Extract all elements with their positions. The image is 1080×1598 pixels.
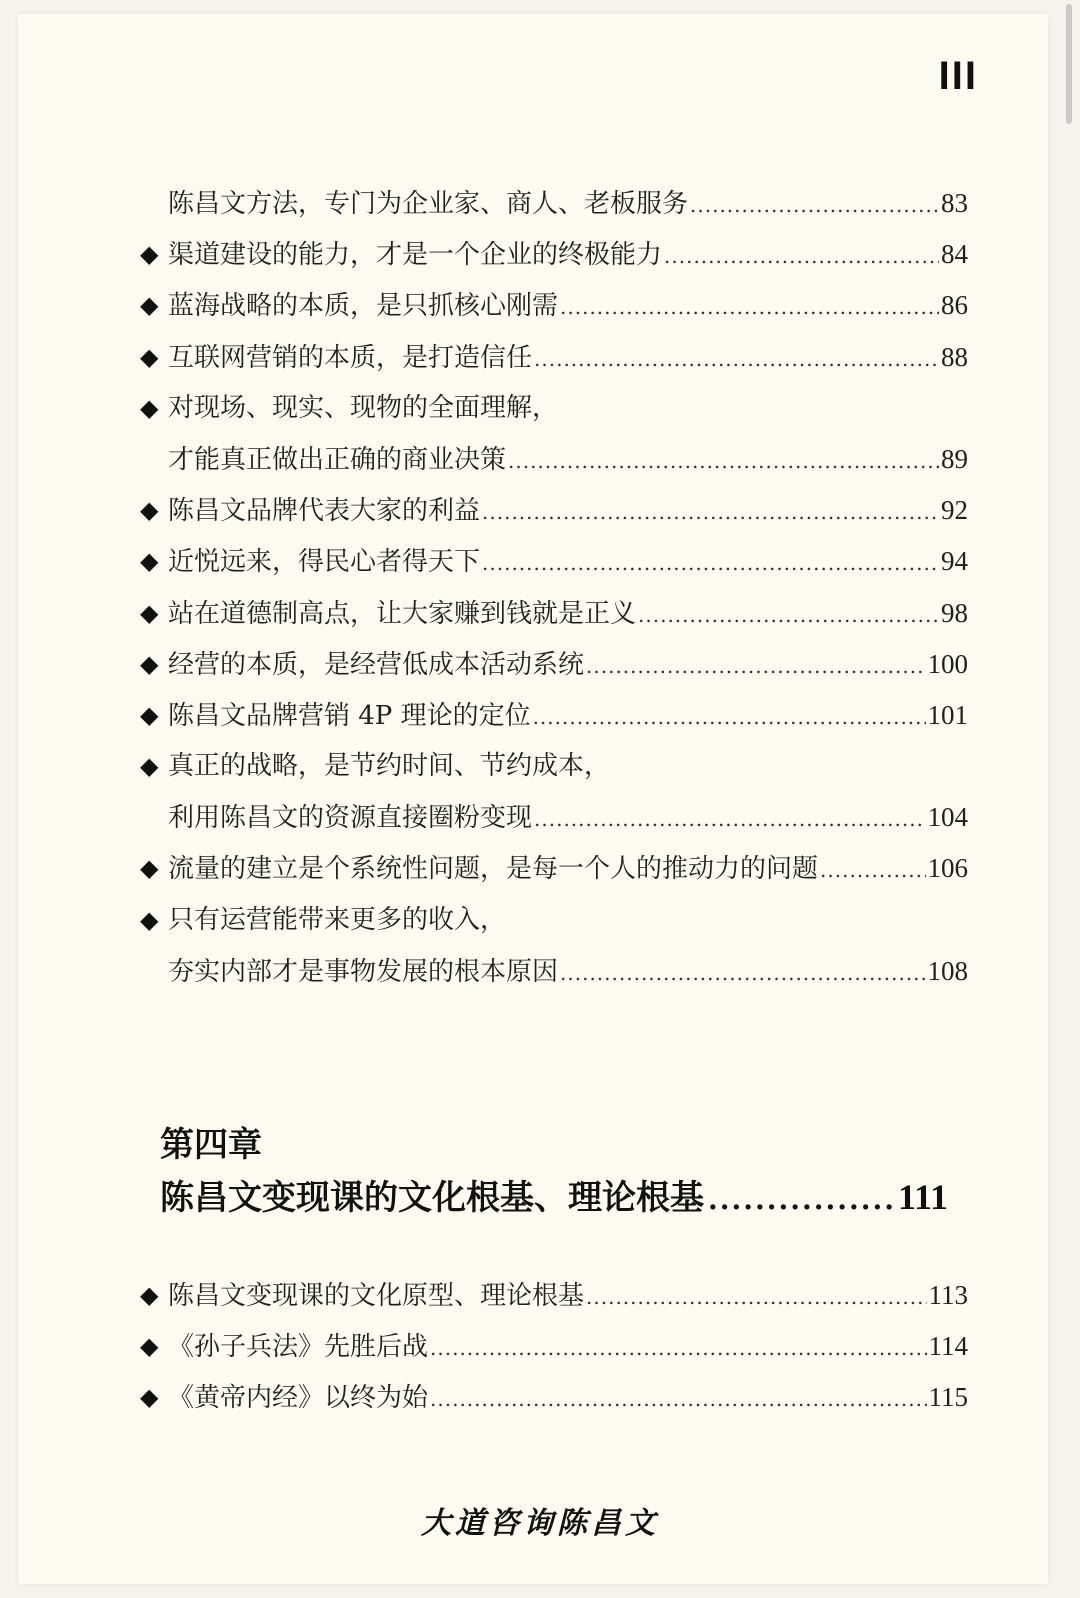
toc-entry-title: 渠道建设的能力，才是一个企业的终极能力	[168, 240, 663, 271]
toc-entry[interactable]	[140, 536, 968, 587]
toc-entry-title: 陈昌文变现课的文化原型、理论根基	[168, 1281, 585, 1311]
toc-entry-page-number: 113	[928, 1280, 968, 1310]
toc-entry-title: 陈昌文品牌营销 4P 理论的定位	[168, 700, 531, 731]
toc-entry-row	[168, 536, 968, 589]
toc-entry[interactable]	[140, 792, 968, 843]
toc-entry[interactable]	[140, 280, 968, 331]
toc-entry-title: 才能真正做出正确的商业决策	[168, 444, 507, 475]
toc-entry-title: 陈昌文品牌代表大家的利益	[168, 496, 481, 527]
toc-entry-title: 《黄帝内经》以终为始	[168, 1383, 429, 1414]
toc-entry-row	[168, 280, 968, 333]
toc-entry[interactable]	[140, 383, 968, 434]
toc-entry[interactable]	[140, 843, 968, 894]
toc-entry-title: 只有运营能带来更多的收入，	[168, 904, 507, 935]
toc-entry[interactable]	[140, 946, 968, 997]
toc-entry-row	[168, 434, 968, 487]
toc-entry-row	[168, 895, 968, 946]
toc-entry-title: 《孙子兵法》先胜后战	[168, 1332, 429, 1363]
diamond-bullet-icon: ◆	[140, 342, 159, 371]
toc-entry-row	[168, 690, 968, 743]
diamond-bullet-icon: ◆	[140, 240, 159, 269]
toc-entry-page-number: 101	[927, 699, 968, 730]
toc-entry-row	[168, 843, 968, 896]
leader-dots	[533, 692, 926, 743]
toc-entry-page-number: 84	[941, 239, 968, 270]
toc-entry[interactable]	[140, 229, 968, 280]
toc-entry-row	[168, 792, 968, 845]
leader-dots	[482, 538, 939, 589]
toc-entry[interactable]	[140, 588, 968, 639]
toc-entry-row	[168, 178, 968, 231]
toc-entry-title: 对现场、现实、现物的全面理解，	[168, 392, 559, 423]
toc-entry-title: 经营的本质，是经营低成本活动系统	[168, 649, 585, 680]
leader-dots	[430, 1323, 926, 1374]
toc-entry-page-number: 106	[927, 853, 968, 884]
toc-entry-row	[168, 229, 968, 282]
toc-entry-title: 真正的战略，是节约时间、节约成本，	[168, 751, 611, 782]
toc-entry-title: 夯实内部才是事物发展的根本原因	[168, 956, 559, 987]
toc-entry[interactable]	[140, 332, 968, 383]
leader-dots	[708, 1173, 894, 1227]
toc-entry-row	[168, 1372, 968, 1425]
footer-brand: 大道咨询陈昌文	[421, 1506, 659, 1541]
toc-entry[interactable]	[140, 1321, 968, 1372]
diamond-bullet-icon: ◆	[140, 598, 159, 627]
leader-dots	[586, 1272, 926, 1323]
leader-dots	[482, 487, 939, 538]
diamond-bullet-icon: ◆	[140, 700, 159, 729]
toc-entry[interactable]	[140, 895, 968, 946]
diamond-bullet-icon: ◆	[140, 905, 159, 934]
diamond-bullet-icon: ◆	[140, 496, 159, 525]
toc-entry-page-number: 115	[928, 1382, 968, 1413]
toc-entry-title: 流量的建立是个系统性问题，是每一个人的推动力的问题	[168, 854, 819, 885]
toc-entry-page-number: 98	[941, 597, 968, 628]
toc-entry-page-number: 104	[927, 802, 968, 833]
toc-entry[interactable]	[140, 741, 968, 792]
toc-entry-row	[168, 946, 968, 999]
diamond-bullet-icon: ◆	[140, 547, 159, 576]
scrollbar[interactable]	[1066, 4, 1072, 124]
toc-entry[interactable]	[140, 485, 968, 536]
toc-entry-page-number: 108	[927, 955, 968, 986]
toc-list-bottom	[140, 1270, 968, 1424]
toc-entry-row	[168, 332, 968, 385]
toc-entry-title: 站在道德制高点，让大家赚到钱就是正义	[168, 598, 637, 629]
chapter-title: 陈昌文变现课的文化根基、理论根基	[160, 1178, 704, 1218]
toc-entry-page-number: 94	[941, 546, 968, 577]
toc-entry-title: 近悦远来，得民心者得天下	[168, 547, 481, 578]
toc-entry-row	[168, 1321, 968, 1374]
chapter-label: 第四章	[160, 1125, 262, 1165]
leader-dots	[508, 436, 939, 487]
toc-entry-title: 利用陈昌文的资源直接圈粉变现	[168, 803, 533, 834]
leader-dots	[690, 180, 939, 231]
toc-entry-page-number: 88	[941, 341, 968, 372]
diamond-bullet-icon: ◆	[140, 649, 159, 678]
toc-entry-page-number: 86	[941, 290, 968, 321]
toc-list-top	[140, 178, 968, 997]
chapter-page-number: 111	[897, 1177, 948, 1217]
toc-entry-page-number: 114	[928, 1331, 968, 1362]
diamond-bullet-icon: ◆	[140, 1383, 159, 1412]
diamond-bullet-icon: ◆	[140, 854, 159, 883]
leader-dots	[586, 641, 925, 692]
toc-entry-page-number: 89	[941, 443, 968, 474]
leader-dots	[430, 1374, 926, 1425]
toc-entry[interactable]	[140, 1372, 968, 1423]
chapter-title-row[interactable]	[160, 1170, 948, 1227]
toc-entry[interactable]	[140, 690, 968, 741]
toc-entry[interactable]	[140, 178, 968, 229]
toc-entry-title: 蓝海战略的本质，是只抓核心刚需	[168, 291, 559, 322]
leader-dots	[534, 334, 939, 385]
toc-entry[interactable]	[140, 1270, 968, 1321]
leader-dots	[534, 794, 925, 845]
diamond-bullet-icon: ◆	[140, 752, 159, 781]
toc-entry-row	[168, 485, 968, 538]
leader-dots	[820, 845, 925, 896]
toc-entry-page-number: 92	[941, 495, 968, 526]
toc-entry-row	[168, 588, 968, 641]
toc-entry-row	[168, 383, 968, 434]
toc-entry-row	[168, 1270, 968, 1323]
diamond-bullet-icon: ◆	[140, 1281, 159, 1309]
chapter-heading	[160, 1120, 948, 1227]
toc-entry-title: 陈昌文方法，专门为企业家、商人、老板服务	[168, 189, 689, 219]
toc-entry-row	[168, 639, 968, 692]
leader-dots	[638, 590, 939, 641]
diamond-bullet-icon: ◆	[140, 1332, 159, 1361]
leader-dots	[560, 282, 939, 333]
toc-entry-page-number: 83	[941, 188, 968, 218]
page-number: III	[938, 54, 978, 98]
diamond-bullet-icon: ◆	[140, 291, 159, 320]
leader-dots	[664, 231, 939, 282]
toc-entry-row	[168, 741, 968, 792]
toc-entry-page-number: 100	[927, 648, 968, 679]
toc-entry-title: 互联网营销的本质，是打造信任	[168, 342, 533, 373]
diamond-bullet-icon: ◆	[140, 393, 159, 422]
toc-entry[interactable]	[140, 639, 968, 690]
toc-entry[interactable]	[140, 434, 968, 485]
leader-dots	[560, 948, 925, 999]
